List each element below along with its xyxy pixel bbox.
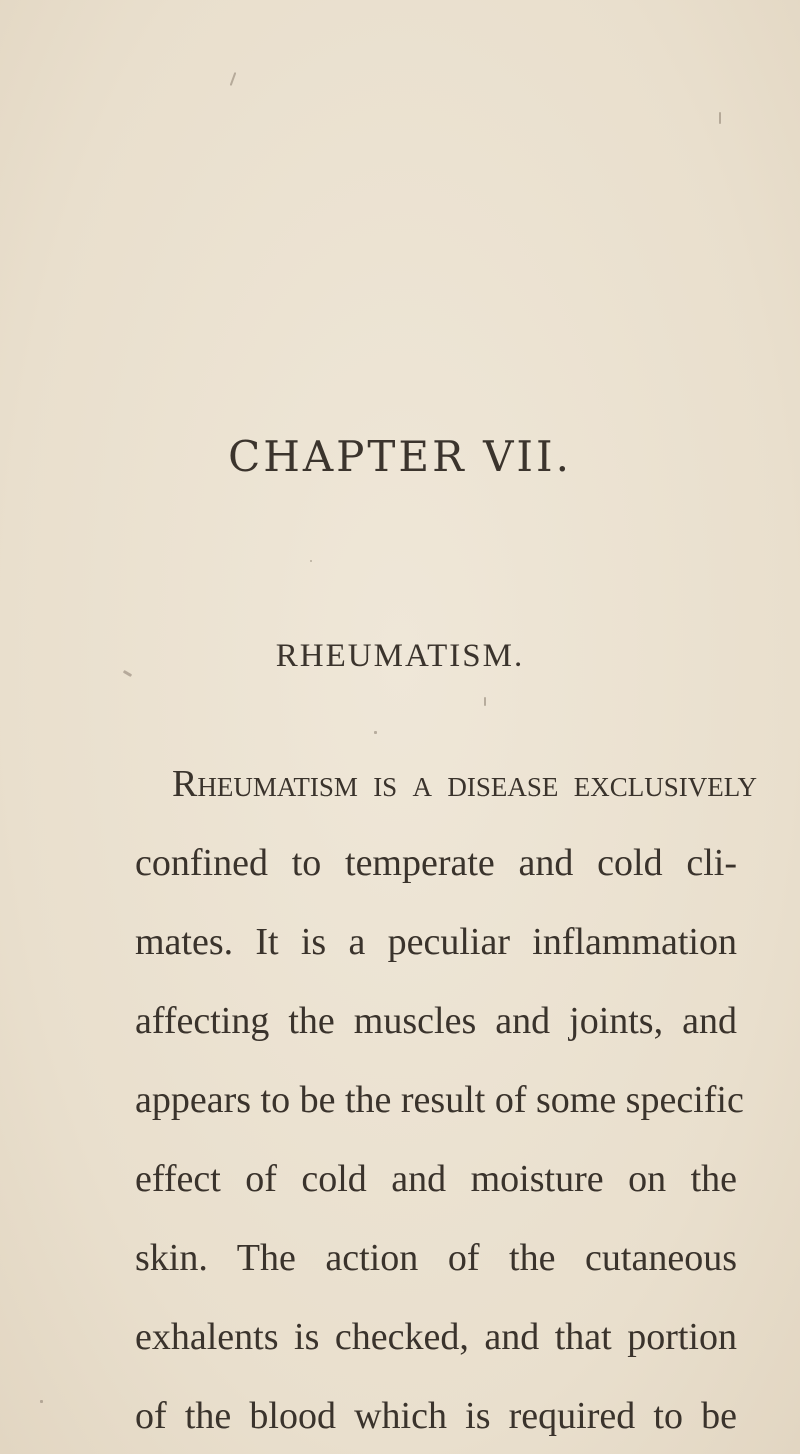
paragraph-line-7: skin. The action of the cutaneous (135, 1237, 737, 1279)
paragraph-line-6: effect of cold and moisture on the (135, 1158, 737, 1200)
chapter-heading: CHAPTER VII. (228, 432, 572, 481)
section-title: RHEUMATISM. (275, 638, 525, 674)
paragraph-line-5: appears to be the result of some specific (135, 1079, 744, 1121)
paragraph-line-3: mates. It is a peculiar inflammation (135, 921, 737, 963)
paragraph-line-1 (172, 764, 757, 804)
paragraph-line-9: of the blood which is required to be (135, 1395, 737, 1437)
paragraph-line-2: confined to temperate and cold cli- (135, 842, 737, 884)
paragraph-line-text: Rheumatism is a disease exclusively (172, 763, 757, 805)
paragraph-line-8: exhalents is checked, and that portion (135, 1316, 737, 1358)
paragraph-line-4: affecting the muscles and joints, and (135, 1000, 737, 1042)
